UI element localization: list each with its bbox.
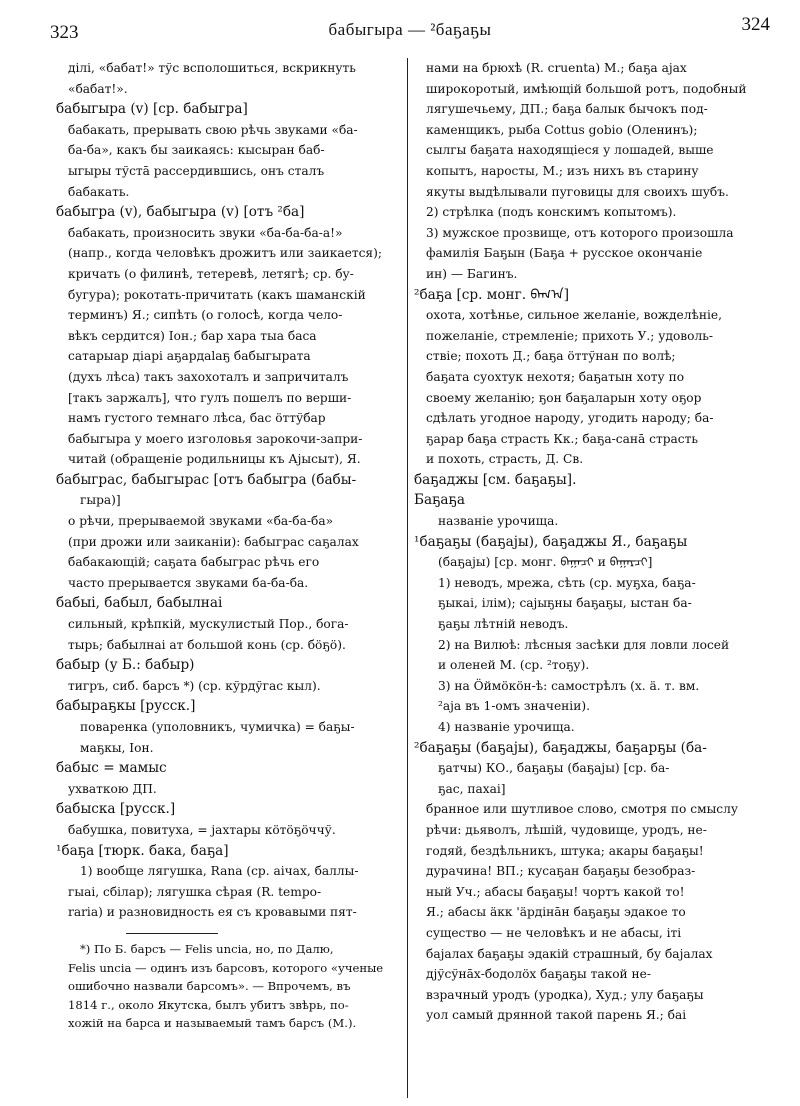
text-line: сатарыар дiарi аҕардаlаҕ бабыгырата	[68, 349, 311, 364]
text-line: каменщикъ, рыба Cottus gobio (Оленинъ);	[426, 122, 698, 137]
text-line: годяй, бездѣльникъ, штука; акары баҕаҕы!	[426, 843, 704, 858]
footnote-rule	[126, 933, 218, 934]
left-column	[56, 58, 402, 1033]
right-column	[414, 58, 780, 1026]
entry-headword: баҕаджы [см. баҕаҕы].	[414, 471, 577, 488]
text-line: ба-ба», какъ бы заикаясь: кысыран баб-	[68, 143, 325, 158]
footnote-line: ошибочно назвали барсомъ». — Впрочемъ, въ	[68, 979, 351, 994]
text-line: (баҕаjы) [ср. монг. ᠪᠠᠭᠠᠴᠢ и ᠪᠠᠭᠠᠷᠴᠢ]	[438, 555, 653, 570]
footnote-line: *) По Б. барсъ — Felis uncia, но, по Далю,	[80, 941, 334, 956]
entry-headword: ²баҕаҕы (баҕаjы), баҕаджы, баҕарҕы (ба-	[414, 739, 707, 756]
text-line: фамилія Баҕын (Баҕа + русское окончаніе	[426, 246, 703, 261]
text-line: бабакать, прерывать свою рѣчь звуками «ба-	[68, 122, 358, 137]
text-line: ҕаҕы лѣтній неводъ.	[438, 617, 569, 632]
text-line: лягушечьему, ДП.; баҕа балык бычокъ под-	[426, 102, 708, 117]
text-line: 3) на Öймöкöн-ѣ: самострѣлъ (х. ä. т. вм.	[438, 678, 700, 693]
text-line: тырь; бабылнаі ат большой конь (ср. бöҕö).	[68, 637, 346, 652]
text-line: бугура); рокотать-причитать (какъ шаманскій	[68, 287, 366, 302]
text-line: копытъ, наросты, М.; изъ нихъ въ старину	[426, 163, 699, 178]
text-line: и похоть, страсть, Д. Св.	[426, 452, 584, 467]
text-line: широкоротый, имѣющій большой ротъ, подобный	[426, 81, 747, 96]
text-line: raria) и разновидность ея съ кровавыми пят-	[68, 905, 357, 920]
text-line: гыаi, сбiлар); лягушка сѣрая (R. tempo-	[68, 884, 322, 899]
text-line: намъ густого темнаго лѣса, бас öттўбар	[68, 411, 326, 426]
page-header	[50, 14, 770, 44]
text-line: гыра)]	[80, 493, 121, 508]
text-line: уол самый дрянной такой парень Я.; баi	[426, 1008, 687, 1023]
entry-headword: бабыі, бабыл, бабылнаі	[56, 595, 223, 612]
text-line: сылгы баҕата находящіеся у лошадей, выше	[426, 143, 714, 158]
text-line: ухваткою ДП.	[68, 781, 157, 796]
text-line: 1) неводъ, мрежа, сѣть (ср. муҕха, баҕа-	[438, 575, 696, 590]
text-line: 1) вообще лягушка, Rana (ср. аiчах, баллы-	[80, 864, 359, 879]
text-line: бабакать, произносить звуки «ба-ба-ба-а!»	[68, 225, 343, 240]
text-line: существо — не человѣкъ и не абасы, iтi	[426, 925, 682, 940]
text-line: бабакающій; саҕата бабыграс рѣчь его	[68, 555, 320, 570]
entry-headword: ¹баҕаҕы (баҕаjы), баҕаджы Я., баҕаҕы	[414, 533, 688, 550]
text-line: (при дрожи или заиканіи): бабыграс саҕалах	[68, 534, 359, 549]
entry-headword: бабыска [русск.]	[56, 801, 176, 818]
text-line: 2) на Вилюѣ: лѣсныя засѣки для ловли лосей	[438, 637, 730, 652]
text-line: ҕыкаi, iлiм); саjыҕны баҕаҕы, ыстан ба-	[438, 596, 692, 611]
text-line: тигръ, сиб. барсъ *) (ср. кўрдўгас кыл).	[68, 678, 321, 693]
text-line: ҕарар баҕа страсть Кк.; баҕа-санā страсть	[426, 431, 698, 446]
text-line: ҕас, пахаi]	[438, 781, 506, 796]
entry-headword: бабыгра (v), бабыгыра (v) [отъ ²ба]	[56, 204, 305, 221]
text-line: 3) мужское прозвище, отъ которого произошла	[426, 225, 734, 240]
text-line: о рѣчи, прерываемой звуками «ба-ба-ба»	[68, 514, 334, 529]
running-title: бабыгыра — ²баҕаҕы	[328, 20, 492, 39]
entry-headword: бабыр (у Б.: бабыр)	[56, 657, 195, 674]
text-line: ²аја въ 1-омъ значеніи).	[438, 699, 590, 714]
text-line: Я.; абасы äкк 'äрдiнāн баҕаҕы эдакое то	[426, 905, 686, 920]
text-line: ҕатчы) КО., баҕаҕы (баҕаjы) [ср. ба-	[438, 761, 670, 776]
text-line: нами на брюхѣ (R. cruenta) М.; баҕа аjах	[426, 61, 687, 75]
text-line: своему желанію; ҕон баҕаларын хоту оҕор	[426, 390, 702, 405]
text-line: часто прерывается звуками ба-ба-ба.	[68, 575, 309, 590]
page-number-right: 324	[741, 14, 770, 35]
text-line: «бабат!».	[68, 81, 128, 96]
text-line: и оленей М. (ср. ²тоҕу).	[438, 658, 590, 673]
text-line: названіе урочища.	[438, 514, 559, 529]
text-line: взрачный уродъ (уродка), Худ.; улу баҕаҕы	[426, 987, 704, 1002]
text-line: бабушка, повитуха, = јахтары кöтöҕöччў.	[68, 822, 336, 837]
entry-headword: Баҕаҕа	[414, 492, 465, 509]
text-line: [такъ заржалъ], что гулъ пошелъ по верши-	[68, 390, 352, 405]
text-line: ствіе; похоть Д.; баҕа öттўнан по волѣ;	[426, 349, 676, 364]
text-line: 2) стрѣлка (подъ конскимъ копытомъ).	[426, 205, 677, 220]
text-line: 4) названіе урочища.	[438, 720, 575, 734]
text-line: дурачина! ВП.; кусаҕан баҕаҕы безобраз-	[426, 864, 696, 879]
text-line: сильный, крѣпкій, мускулистый Пор., бога-	[68, 617, 349, 632]
text-line: рѣчи: дьяволъ, лѣшій, чудовище, уродъ, не-	[426, 822, 707, 837]
text-line: вѣкъ сердится) Іон.; бар хара тыа баса	[68, 328, 317, 343]
text-line: ин) — Багинъ.	[426, 266, 518, 281]
entry-headword: бабыраҕкы [русск.]	[56, 698, 196, 715]
text-line: маҕкы, Іон.	[80, 740, 154, 755]
text-line: баҕата суохтук нехотя; баҕатын хоту по	[426, 369, 685, 384]
column-divider	[407, 58, 408, 1098]
text-line: кричать (о филинѣ, тетеревѣ, летягѣ; ср. бу-	[68, 266, 354, 281]
text-line: бабыгыра у моего изголовья зарокочи-запри-	[68, 431, 363, 446]
footnote-line: Felis uncia — одинъ изъ барсовъ, которого «ученые	[68, 960, 384, 975]
text-line: дjўсўнāх-бодолöх баҕаҕы такой не-	[426, 967, 651, 982]
text-line: читай (обращеніе родильницы къ Ајысыт), Я.	[68, 452, 361, 467]
text-line: терминъ) Я.; сипѣть (о голосѣ, когда чело-	[68, 308, 343, 323]
text-line: ный Уч.; абасы баҕаҕы! чортъ какой то!	[426, 884, 685, 899]
footnote-line: 1814 г., около Якутска, былъ убитъ звѣрь, по-	[68, 997, 349, 1012]
footnote-line: хожій на барса и называемый тамъ барсъ (М.).	[68, 1016, 357, 1031]
text-line: пожеланіе, стремленіе; прихоть У.; удоволь-	[426, 328, 713, 343]
text-line: бабакать.	[68, 184, 130, 199]
text-line: (напр., когда человѣкъ дрожитъ или заикается);	[68, 246, 382, 261]
text-line: ділі, «бабат!» тўс всполошиться, вскрикнуть	[68, 61, 356, 75]
text-line: охота, хотѣнье, сильное желаніе, вожделѣніе,	[426, 308, 722, 323]
entry-headword: бабыс = мамыс	[56, 760, 167, 777]
text-line: (духъ лѣса) такъ захохоталъ и запричиталъ	[68, 369, 349, 384]
text-line: поваренка (уполовникъ, чумичка) = баҕы-	[80, 720, 355, 734]
text-line: баjалах баҕаҕы эдакій страшный, бу баjалах	[426, 946, 713, 961]
entry-headword: бабыгыра (v) [ср. бабыгра]	[56, 101, 248, 118]
entry-headword: ¹баҕа [тюрк. бака, баҕа]	[56, 842, 229, 859]
text-line: ыгыры тўстā рассердившись, онъ сталъ	[68, 163, 325, 178]
text-line: сдѣлать угодное народу, угодить народу; ба-	[426, 411, 714, 426]
entry-headword: ²баҕа [ср. монг. ᠪᠠᠭ᠎ᠠ]	[414, 286, 570, 303]
text-line: бранное или шутливое слово, смотря по смыслу	[426, 802, 739, 817]
page-number-left: 323	[50, 22, 79, 43]
entry-headword: бабыграс, бабыгырас [отъ бабыгра (бабы-	[56, 471, 357, 488]
text-line: якуты выдѣлывали пуговицы для своихъ шубъ.	[426, 184, 729, 199]
